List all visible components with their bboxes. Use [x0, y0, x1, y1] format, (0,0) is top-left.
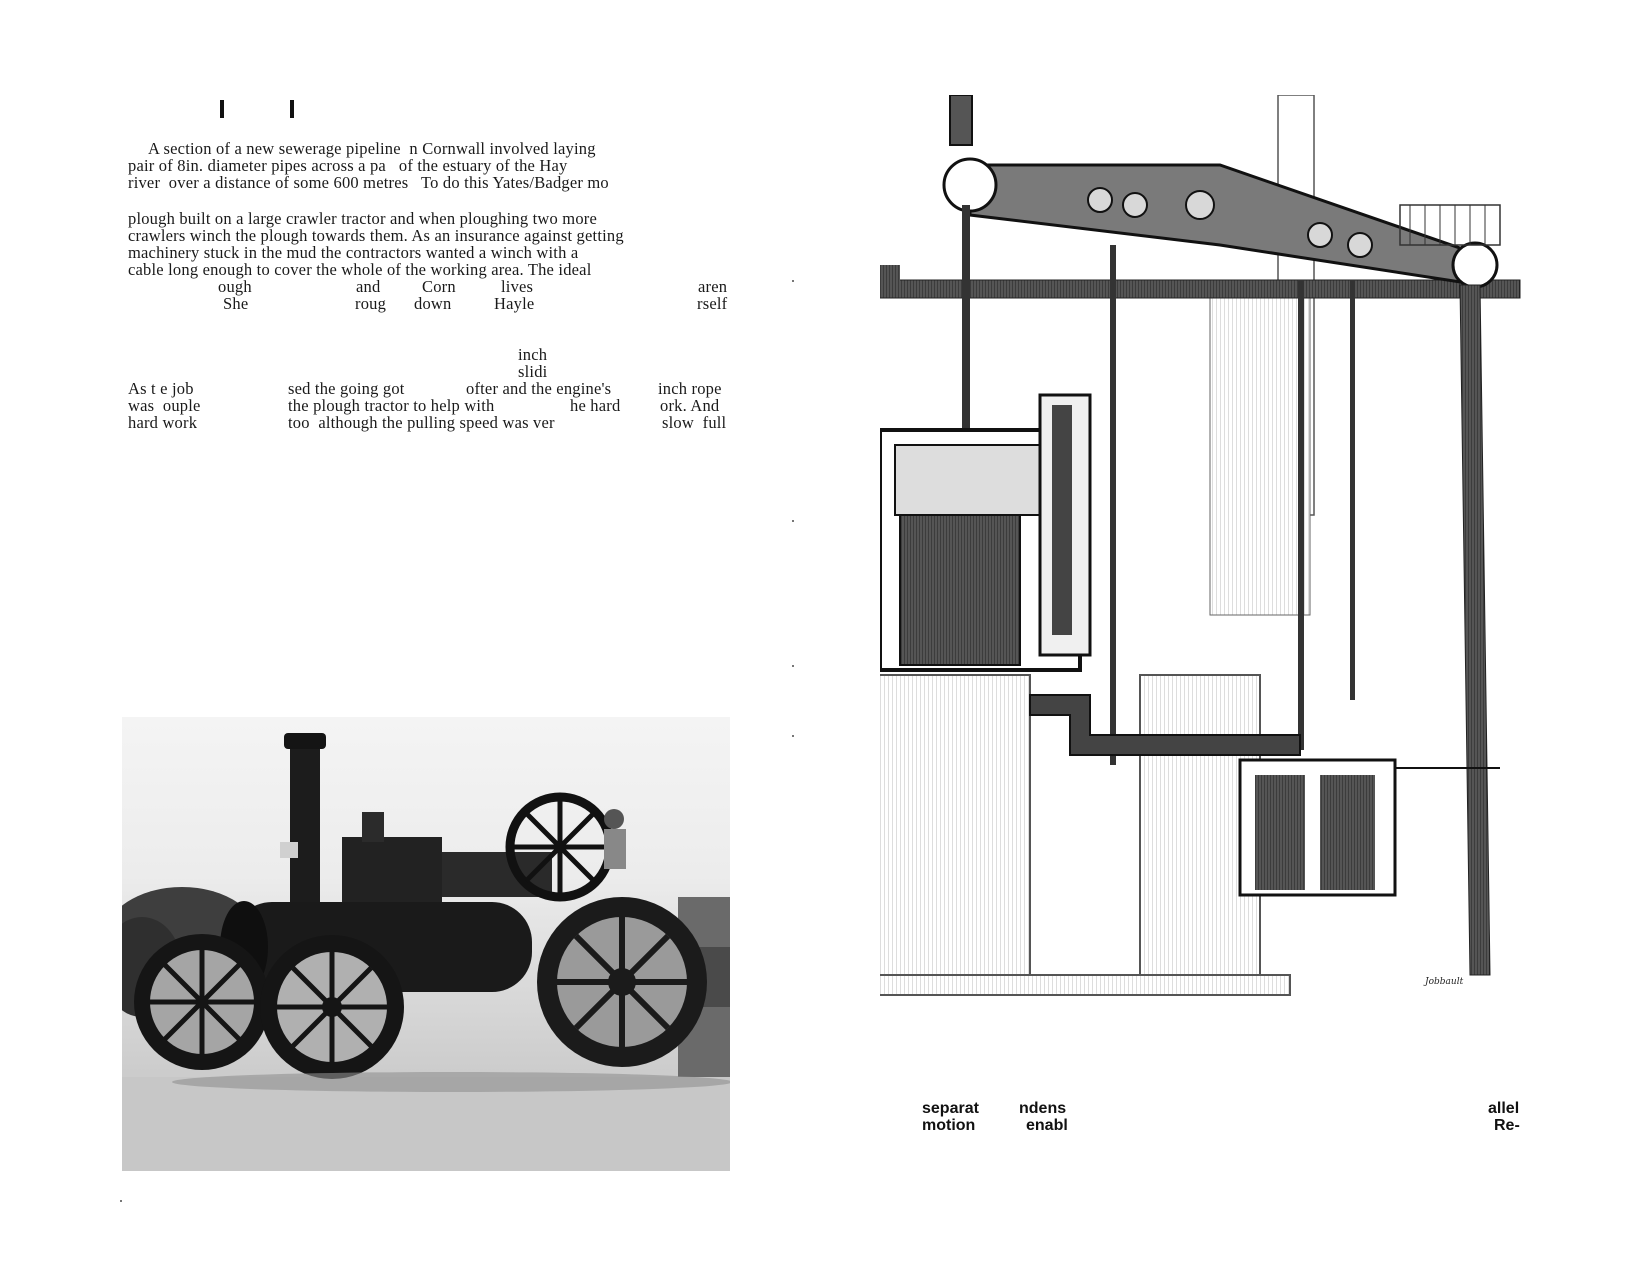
text-fragment: and: [356, 277, 381, 296]
fragment-line: [128, 363, 732, 381]
text-fragment: slow full: [662, 413, 727, 432]
text-fragment: sed the going got: [288, 379, 405, 398]
traction-engine-illustration: [122, 717, 730, 1171]
heading-marks: [220, 100, 300, 120]
margin-mark: [792, 735, 794, 737]
text-fragment: ough: [218, 277, 252, 296]
text-fragment: ofter and the engine's: [466, 379, 612, 398]
text-fragment: inch rope: [658, 379, 722, 398]
traction-engine-photo: [122, 717, 730, 1171]
heading-mark: [290, 100, 294, 118]
text-fragment: inch: [518, 345, 548, 364]
margin-mark: [792, 280, 794, 282]
text-fragment: ork. And: [660, 396, 720, 415]
text-fragment: was ouple: [128, 396, 201, 415]
text-fragment: Hayle: [494, 294, 535, 313]
beam-engine-engraving: [880, 95, 1580, 1055]
caption-fragment: separat: [922, 1100, 979, 1117]
margin-mark: [120, 1200, 122, 1202]
text-fragment: lives: [501, 277, 534, 296]
text-fragment: roug: [355, 294, 387, 313]
caption-fragment: ndens: [1019, 1100, 1067, 1117]
body-line: pair of 8in. diameter pipes across a pa of the estuary of the Hay: [128, 156, 568, 175]
caption-fragment: enabl: [1026, 1117, 1068, 1134]
text-fragment: As t e job: [128, 379, 194, 398]
fragment-line: [128, 346, 732, 364]
text-fragment: aren: [698, 277, 728, 296]
margin-mark: [792, 665, 794, 667]
text-fragment: She: [223, 294, 249, 313]
heading-mark: [220, 100, 224, 118]
text-fragment: slidi: [518, 362, 548, 381]
text-fragment: down: [414, 294, 452, 313]
text-fragment: hard work: [128, 413, 198, 432]
body-line: river over a distance of some 600 metres To do this Yates/Badger mo: [128, 173, 609, 192]
text-fragment: the plough tractor to help with: [288, 396, 495, 415]
text-fragment: Corn: [422, 277, 456, 296]
body-line: cable long enough to cover the whole of the working area. The ideal: [128, 260, 592, 279]
caption-fragment: Re-: [1494, 1117, 1520, 1134]
margin-mark: [792, 520, 794, 522]
text-fragment: he hard: [570, 396, 621, 415]
body-line: crawlers winch the plough towards them. As an insurance against getting: [128, 226, 624, 245]
text-fragment: rself: [697, 294, 728, 313]
caption-fragment: allel: [1488, 1100, 1520, 1117]
body-line: machinery stuck in the mud the contractors wanted a winch with a: [128, 243, 579, 262]
engraver-signature: Jobbault: [1425, 977, 1464, 987]
caption-fragment: motion: [922, 1117, 976, 1134]
body-line: A section of a new sewerage pipeline n Cornwall involved laying: [148, 139, 596, 158]
fragment-line: [128, 414, 732, 432]
text-fragment: too although the pulling speed was ver: [288, 413, 555, 432]
beam-engine-illustration: [880, 95, 1580, 1055]
body-line: plough built on a large crawler tractor and when ploughing two more: [128, 209, 598, 228]
fragment-line: [128, 295, 732, 313]
